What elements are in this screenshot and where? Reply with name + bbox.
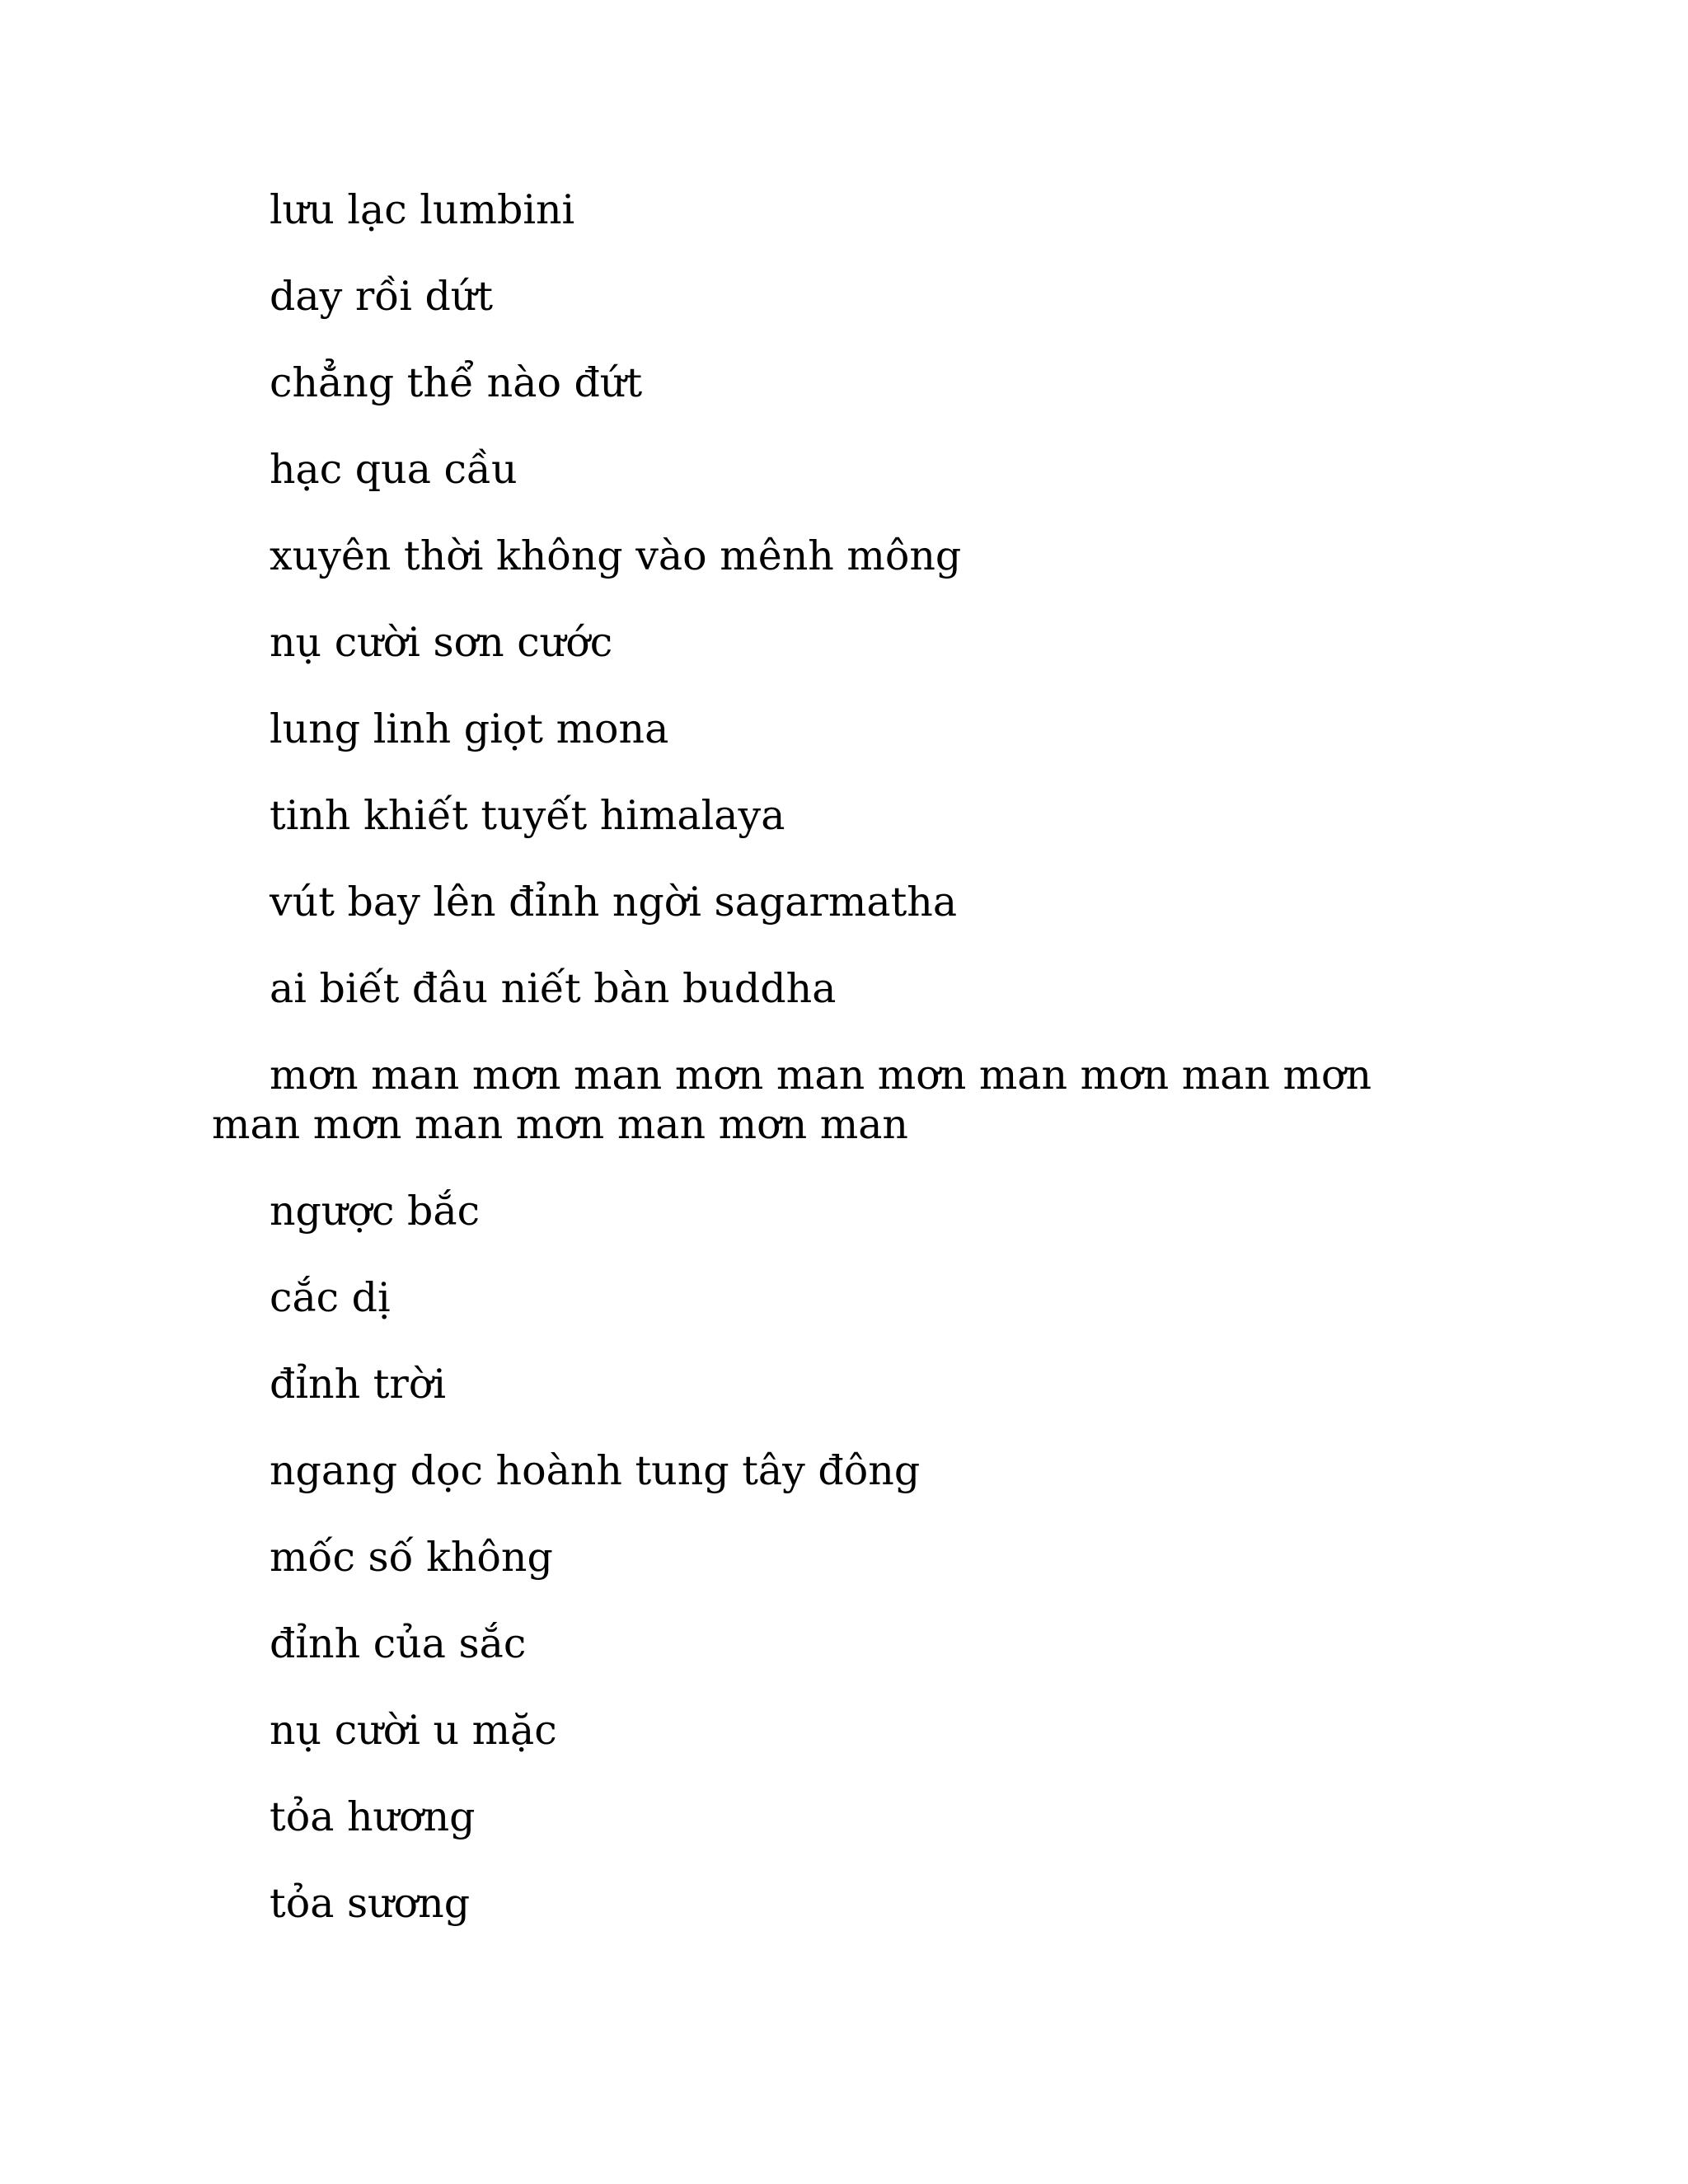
poem-line: vút bay lên đỉnh ngời sagarmatha (270, 879, 958, 926)
poem-line: xuyên thời không vào mênh mông (270, 532, 962, 579)
poem-line: tinh khiết tuyết himalaya (270, 792, 785, 839)
poem-line: mốc số không (270, 1534, 553, 1581)
poem-line: hạc qua cầu (270, 446, 518, 493)
poem-line: ai biết đâu niết bàn buddha (270, 965, 837, 1012)
poem-line: tỏa hương (270, 1793, 476, 1840)
poem-line: nụ cười sơn cước (270, 619, 613, 666)
poem-line: nụ cười u mặc (270, 1707, 557, 1754)
poem-line: lưu lạc lumbini (270, 186, 575, 233)
poem-line: đỉnh trời (270, 1361, 447, 1408)
poem-line: lung linh giọt mona (270, 705, 669, 752)
poem-line: chẳng thể nào đứt (270, 359, 643, 406)
poem-line: cắc dị (270, 1274, 391, 1321)
poem-line: day rồi dứt (270, 273, 494, 320)
poem-line: tỏa sương (270, 1880, 471, 1927)
poem-line: ngang dọc hoành tung tây đông (270, 1447, 921, 1494)
poem-body (212, 185, 1432, 1966)
poem-line-wrapped: mơn man mơn man mơn man mơn man mơn man mơn man mơn man mơn man mơn man (212, 1052, 1372, 1148)
poem-line: ngược bắc (270, 1188, 481, 1235)
poem-line: đỉnh của sắc (270, 1620, 527, 1667)
